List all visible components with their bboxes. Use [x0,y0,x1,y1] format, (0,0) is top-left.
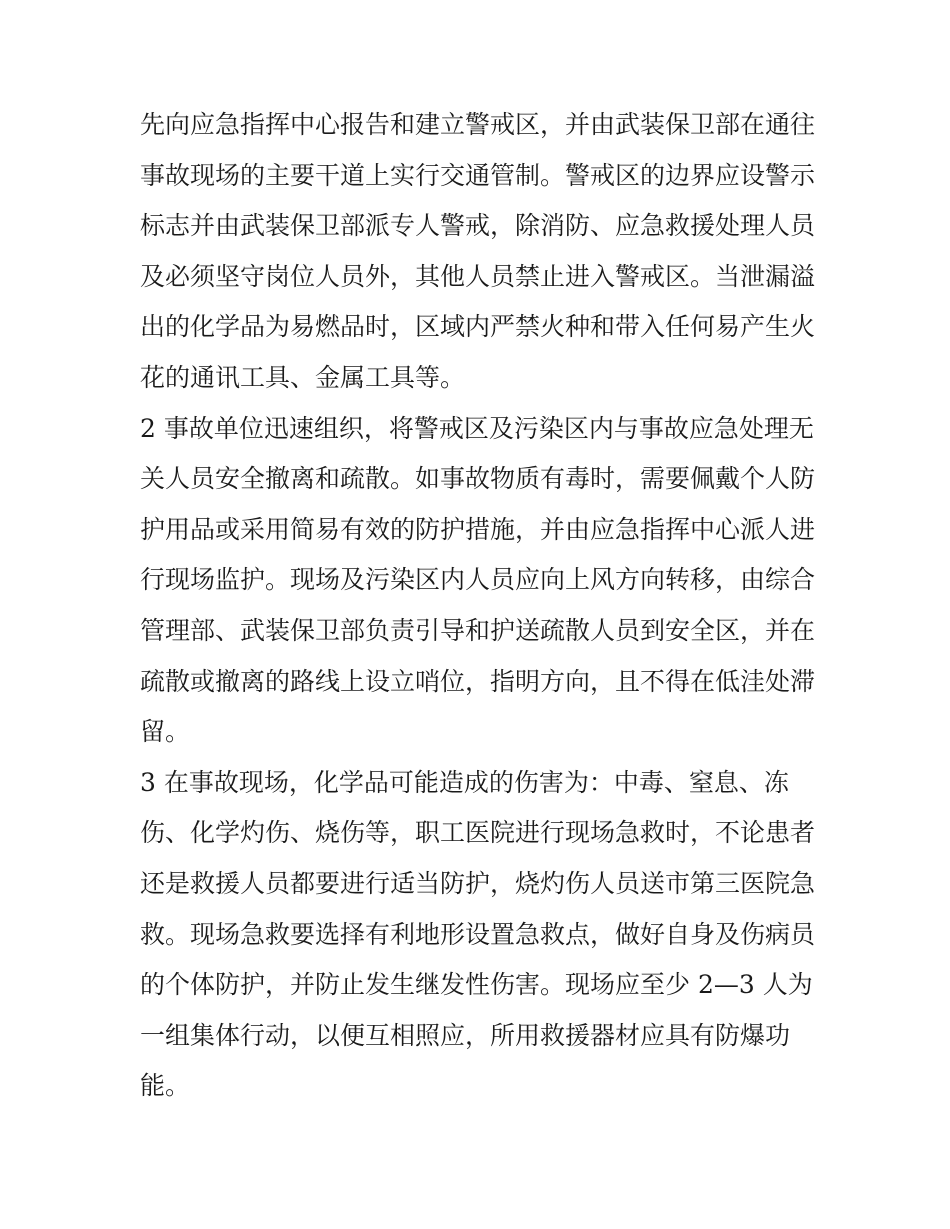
text-line: 能。 [140,1071,191,1101]
text-line: 管理部、武装保卫部负责引导和护送疏散人员到安全区，并在 [140,615,816,645]
text-line: 事故现场的主要干道上实行交通管制。警戒区的边界应设警示 [140,160,816,190]
text-line: 一组集体行动，以便互相照应，所用救援器材应具有防爆功 [140,1020,791,1050]
text-line: 出的化学品为易燃品时，区域内严禁火种和带入任何易产生火 [140,312,816,342]
text-line: 伤、化学灼伤、烧伤等，职工医院进行现场急救时，不论患者 [140,818,816,848]
text-line: 花的通讯工具、金属工具等。 [140,362,466,392]
text-line: 关人员安全撤离和疏散。如事故物质有毒时，需要佩戴个人防 [140,464,816,494]
text-line: 救。现场急救要选择有利地形设置急救点，做好自身及伤病员 [140,919,816,949]
document-body [140,100,820,1112]
text-line: 留。 [140,717,191,747]
text-line: 及必须坚守岗位人员外，其他人员禁止进入警戒区。当泄漏溢 [140,261,816,291]
text-line: 护用品或采用简易有效的防护措施，并由应急指挥中心派人进 [140,514,816,544]
text-line: 2 事故单位迅速组织，将警戒区及污染区内与事故应急处理无 [140,413,814,443]
text-line: 先向应急指挥中心报告和建立警戒区，并由武装保卫部在通往 [140,110,816,139]
text-line: 还是救援人员都要进行适当防护，烧灼伤人员送市第三医院急 [140,868,816,898]
text-line: 标志并由武装保卫部派专人警戒，除消防、应急救援处理人员 [140,211,816,241]
text-line: 行现场监护。现场及污染区内人员应向上风方向转移，由综合 [140,565,816,595]
text-line: 疏散或撤离的路线上设立哨位，指明方向，且不得在低洼处滞 [140,666,816,696]
text-line: 3 在事故现场，化学品可能造成的伤害为：中毒、窒息、冻 [140,767,789,797]
text-line: 的个体防护，并防止发生继发性伤害。现场应至少 2—3 人为 [140,970,813,1000]
